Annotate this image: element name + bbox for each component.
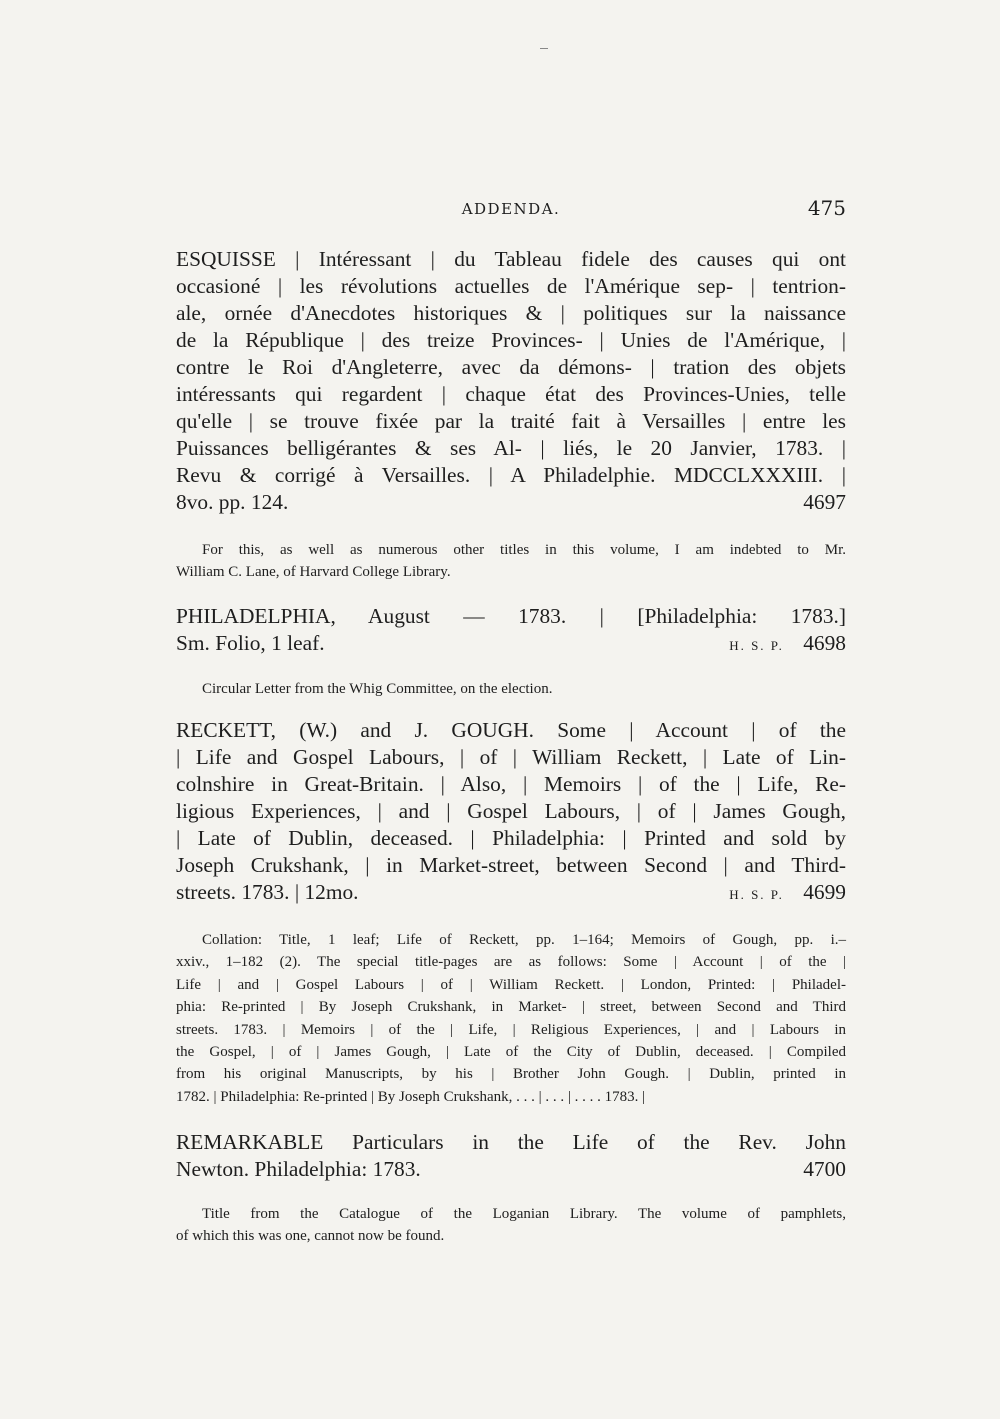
stray-mark (540, 48, 548, 49)
entry-line: Puissances belligérantes & ses Al- | liés, le 20 Janvier, 1783. | (176, 436, 846, 460)
note-4700 (176, 1203, 846, 1248)
entry-line: 8vo. pp. 124. (176, 490, 289, 514)
entry-line-last (176, 489, 846, 516)
entry-number: 4698 (803, 631, 846, 655)
note-line: from his original Manuscripts, by his | Brother John Gough. | Dublin, printed in (176, 1066, 846, 1083)
entry-line: contre le Roi d'Angleterre, avec da démons- | tration des objets (176, 355, 846, 379)
note-line: Title from the Catalogue of the Loganian Library. The volume of pamphlets, (202, 1206, 846, 1222)
entry-number: 4697 (803, 490, 846, 514)
note-line: William C. Lane, of Harvard College Library. (176, 564, 451, 581)
note-line: Circular Letter from the Whig Committee, on the election. (202, 681, 553, 697)
entry-line: colnshire in Great-Britain. | Also, | Memoirs | of the | Life, Re- (176, 772, 846, 796)
entry-line: streets. 1783. | 12mo. (176, 880, 359, 904)
entry-line: de la République | des treize Provinces- | Unies de l'Amérique, | (176, 328, 846, 352)
note-line: For this, as well as numerous other titles in this volume, I am indebted to Mr. (202, 542, 846, 558)
entry-4698 (176, 603, 846, 657)
page-header (176, 196, 846, 224)
note-line: Life | and | Gospel Labours | of | William Reckett. | London, Printed: | Philadel- (176, 976, 846, 993)
entry-line: Newton. Philadelphia: 1783. (176, 1157, 421, 1181)
note-4698 (176, 678, 846, 700)
note-line: xxiv., 1–182 (2). The special title-pages are as follows: Some | Account | of the | (176, 954, 846, 971)
entry-line: intéressants qui regardent | chaque état des Provinces-Unies, telle (176, 382, 846, 406)
note-4699 (176, 929, 846, 1108)
location-mark: H. S. P. (729, 887, 784, 902)
entry-4699 (176, 717, 846, 906)
entry-line: Revu & corrigé à Versailles. | A Philadelphie. MDCCLXXXIII. | (176, 463, 846, 487)
location-mark: H. S. P. (729, 638, 784, 653)
entry-4700 (176, 1129, 846, 1183)
entry-line: occasioné | les révolutions actuelles de l'Amérique sep- | tentrion- (176, 274, 846, 298)
note-4697 (176, 539, 846, 584)
entry-line: ligious Experiences, | and | Gospel Labours, | of | James Gough, (176, 799, 846, 823)
entry-line: | Life and Gospel Labours, | of | William Reckett, | Late of Lin- (176, 745, 846, 769)
entry-line: ESQUISSE | Intéressant | du Tableau fidele des causes qui ont (176, 247, 846, 271)
entry-line: Sm. Folio, 1 leaf. (176, 631, 325, 655)
page-number: 475 (807, 196, 846, 220)
entry-line: REMARKABLE Particulars in the Life of the Rev. John (176, 1130, 846, 1154)
note-line: streets. 1783. | Memoirs | of the | Life, | Religious Experiences, | and | Labours in (176, 1021, 846, 1038)
entry-line: RECKETT, (W.) and J. GOUGH. Some | Account | of the (176, 718, 846, 742)
note-line: Collation: Title, 1 leaf; Life of Reckett, pp. 1–164; Memoirs of Gough, pp. i.– (202, 932, 846, 948)
entry-number: 4699 (803, 880, 846, 904)
entry-line: Joseph Crukshank, | in Market-street, between Second | and Third- (176, 853, 846, 877)
entry-line-last (176, 879, 846, 906)
entry-line: PHILADELPHIA, August — 1783. | [Philadelphia: 1783.] (176, 604, 846, 628)
entry-line-last (176, 1156, 846, 1183)
entry-number: 4700 (803, 1157, 846, 1181)
entry-line: | Late of Dublin, deceased. | Philadelphia: | Printed and sold by (176, 826, 846, 850)
note-line: of which this was one, cannot now be found. (176, 1228, 445, 1245)
note-line: the Gospel, | of | James Gough, | Late of the City of Dublin, deceased. | Compiled (176, 1044, 846, 1061)
entry-line: ale, ornée d'Anecdotes historiques & | politiques sur la naissance (176, 301, 846, 325)
note-line: 1782. | Philadelphia: Re-printed | By Joseph Crukshank, . . . | . . . | . . . . 1783. | (176, 1088, 646, 1105)
running-head: ADDENDA. (461, 200, 561, 218)
entry-4697 (176, 246, 846, 516)
entry-line-last (176, 630, 846, 657)
note-line: phia: Re-printed | By Joseph Crukshank, in Market- | street, between Second and Third (176, 999, 846, 1016)
entry-line: qu'elle | se trouve fixée par la traité fait à Versailles | entre les (176, 409, 846, 433)
